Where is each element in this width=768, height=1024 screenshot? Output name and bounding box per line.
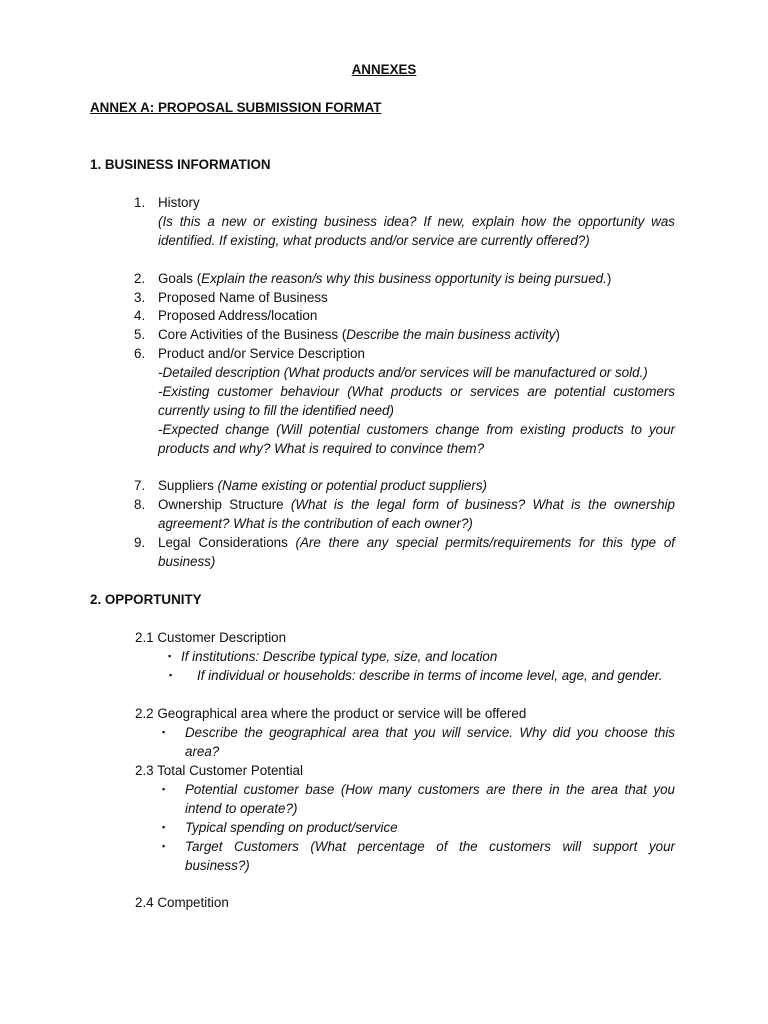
bullet-icon: ▪ bbox=[162, 784, 166, 794]
ownership-note: (What is the legal form of business? What is the ownership bbox=[290, 497, 675, 512]
list-label: Product and/or Service Description bbox=[158, 346, 365, 361]
core-activities-note: Describe the main business activity bbox=[346, 327, 556, 342]
sub-line: -Existing customer behaviour (What products or services are potential customers bbox=[158, 384, 675, 399]
core-activities-close: ) bbox=[555, 327, 560, 342]
bullet-text: intend to operate?) bbox=[185, 801, 298, 816]
list-number: 5. bbox=[134, 327, 146, 342]
bullet-text: Potential customer base (How many customers are there in the area that you bbox=[185, 782, 675, 797]
sub-line: currently using to fill the identified need) bbox=[158, 403, 394, 418]
list-number: 9. bbox=[134, 535, 146, 550]
list-label: Goals ( bbox=[158, 271, 202, 286]
list-label: Proposed Address/location bbox=[158, 308, 318, 323]
list-number: 6. bbox=[134, 346, 146, 361]
annex-title: ANNEX A: PROPOSAL SUBMISSION FORMAT bbox=[90, 100, 382, 115]
history-note: identified. If existing, what products and/or service are currently offered?) bbox=[158, 233, 590, 248]
history-note: (Is this a new or existing business idea? If new, explain how the opportunity was bbox=[158, 214, 675, 229]
list-label: History bbox=[158, 195, 200, 210]
subsection-title: 2.3 Total Customer Potential bbox=[135, 763, 303, 778]
subsection-title: 2.2 Geographical area where the product or service will be offered bbox=[135, 706, 527, 721]
section-heading-opportunity: 2. OPPORTUNITY bbox=[90, 592, 202, 607]
bullet-text: If individual or households: describe in terms of income level, age, and gender. bbox=[197, 668, 663, 683]
goals-close: ) bbox=[606, 271, 612, 286]
list-label: Suppliers bbox=[158, 478, 218, 493]
sub-line: -Expected change (Will potential customers change from existing products to your bbox=[158, 422, 675, 437]
list-number: 1. bbox=[134, 195, 146, 210]
list-number: 2. bbox=[134, 271, 146, 286]
list-number: 8. bbox=[134, 497, 146, 512]
page-title: ANNEXES bbox=[351, 62, 417, 77]
legal-note: (Are there any special permits/requirements for this type of bbox=[295, 535, 676, 550]
sub-line: -Detailed description (What products and/or services will be manufactured or sold.) bbox=[158, 365, 648, 380]
subsection-title: 2.1 Customer Description bbox=[135, 630, 287, 645]
ownership-note: agreement? What is the contribution of each owner?) bbox=[158, 516, 473, 531]
bullet-text: business?) bbox=[185, 858, 250, 873]
bullet-text: Target Customers (What percentage of the customers will support your bbox=[185, 839, 675, 854]
sub-line: products and why? What is required to convince them? bbox=[158, 441, 485, 456]
list-label: Proposed Name of Business bbox=[158, 290, 328, 305]
list-number: 7. bbox=[134, 478, 146, 493]
bullet-icon: ▪ bbox=[162, 727, 166, 737]
bullet-icon: ▪ bbox=[162, 822, 166, 832]
bullet-icon: ▪ bbox=[162, 841, 166, 851]
list-label: Core Activities of the Business ( bbox=[158, 327, 347, 342]
goals-note: Explain the reason/s why this business opportunity is being pursued. bbox=[201, 271, 607, 286]
bullet-text: If institutions: Describe typical type, size, and location bbox=[181, 649, 498, 664]
list-label: Legal Considerations bbox=[158, 535, 296, 550]
suppliers-note: (Name existing or potential product suppliers) bbox=[217, 478, 487, 493]
subsection-title: 2.4 Competition bbox=[135, 895, 229, 910]
list-label: Ownership Structure bbox=[158, 497, 291, 512]
list-number: 4. bbox=[134, 308, 146, 323]
section-heading-business-information: 1. BUSINESS INFORMATION bbox=[90, 157, 271, 172]
bullet-text: area? bbox=[185, 744, 220, 759]
list-number: 3. bbox=[134, 290, 146, 305]
bullet-text: Typical spending on product/service bbox=[185, 820, 398, 835]
bullet-icon: ▪ bbox=[169, 670, 173, 680]
legal-note: business) bbox=[158, 554, 216, 569]
bullet-text: Describe the geographical area that you will service. Why did you choose this bbox=[185, 725, 675, 740]
bullet-icon: ▪ bbox=[168, 651, 172, 661]
